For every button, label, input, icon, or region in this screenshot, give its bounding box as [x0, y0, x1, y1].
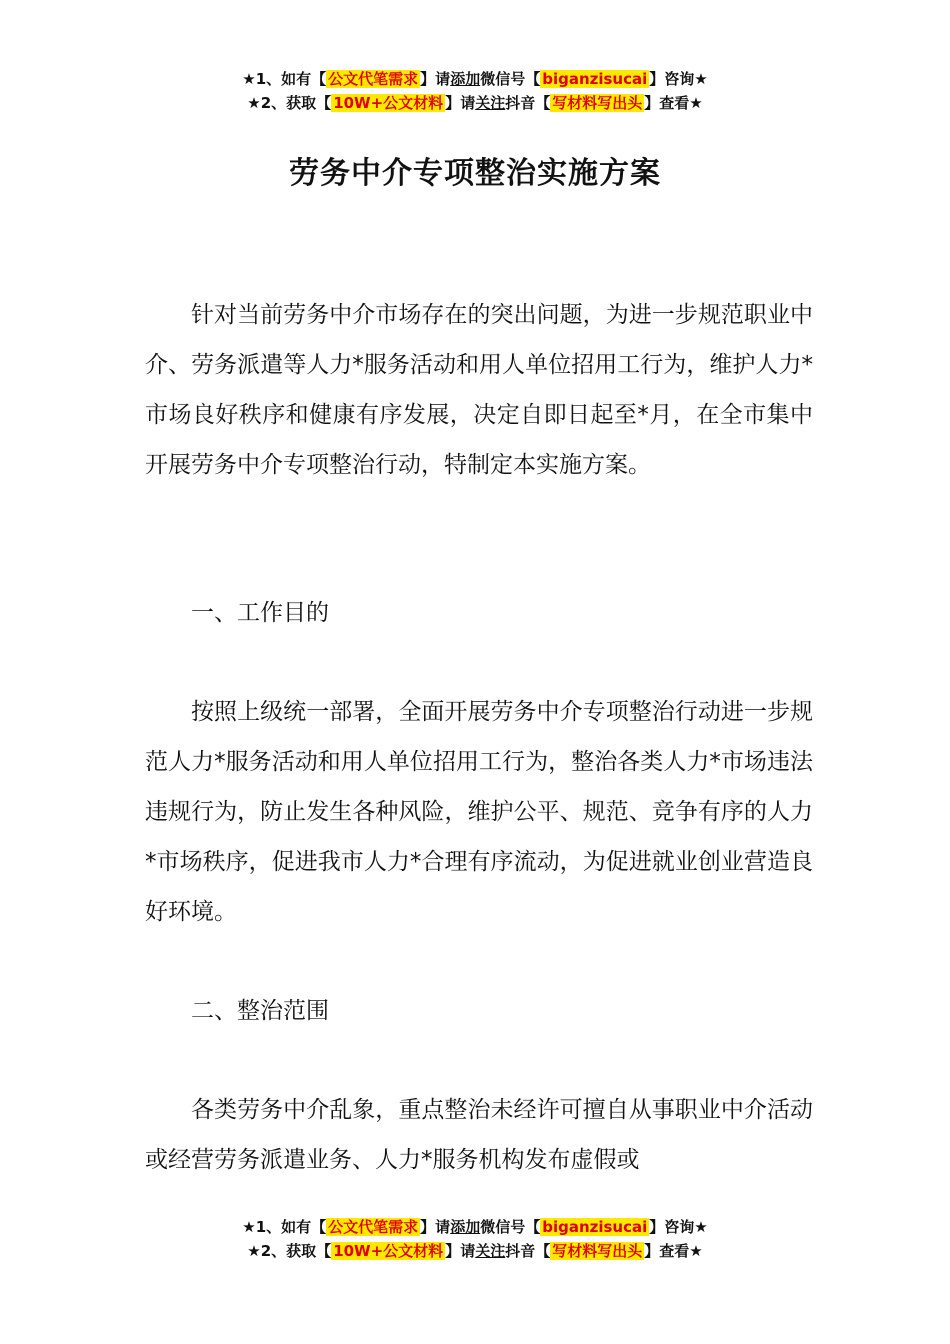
promo-text: 微信号【 [480, 1218, 541, 1236]
promo-highlight: 写材料写出头 [552, 94, 643, 112]
promo-text: 】请 [420, 70, 451, 88]
promo-text: 抖音【 [505, 1242, 551, 1260]
promo-text: ★1、如有【 [242, 70, 327, 88]
promo-text: 】查看★ [644, 1242, 703, 1260]
promo-highlight: 10W+公文材料 [333, 94, 444, 112]
promo-highlight: biganzisucai [542, 70, 648, 88]
intro-paragraph: 针对当前劳务中介市场存在的突出问题，为进一步规范职业中介、劳务派遣等人力*服务活动和用人单位招用工行为，维护人力*市场良好秩序和健康有序发展，决定自即日起至*月，在全市集中开展劳务中介专项整治行动，特制定本实施方案。 [145, 302, 813, 478]
promo-text: ★2、获取【 [247, 94, 332, 112]
promo-highlight: 公文代笔需求 [328, 1218, 419, 1236]
promo-line-1 [0, 1215, 950, 1239]
promo-underline: 关注 [475, 1242, 506, 1260]
promo-header [0, 67, 950, 115]
promo-underline: 添加 [450, 1218, 481, 1236]
section-2-paragraph: 各类劳务中介乱象，重点整治未经许可擅自从事职业中介活动或经营劳务派遣业务、人力*服务机构发布虚假或 [145, 1097, 813, 1173]
promo-line-2 [0, 91, 950, 115]
promo-underline: 关注 [475, 94, 506, 112]
promo-text: 】咨询★ [649, 70, 708, 88]
promo-text: 】请 [445, 94, 476, 112]
promo-text: 抖音【 [505, 94, 551, 112]
promo-text: ★2、获取【 [247, 1242, 332, 1260]
promo-text: 】请 [445, 1242, 476, 1260]
promo-text: 】咨询★ [649, 1218, 708, 1236]
promo-footer [0, 1215, 950, 1263]
promo-text: 】查看★ [644, 94, 703, 112]
promo-highlight: biganzisucai [542, 1218, 648, 1236]
promo-text: ★1、如有【 [242, 1218, 327, 1236]
promo-line-2 [0, 1239, 950, 1263]
promo-line-1 [0, 67, 950, 91]
promo-text: 微信号【 [480, 70, 541, 88]
promo-text: 】请 [420, 1218, 451, 1236]
section-2-heading: 二、整治范围 [191, 998, 329, 1024]
section-1-heading: 一、工作目的 [191, 600, 329, 626]
promo-underline: 添加 [450, 70, 481, 88]
promo-highlight: 写材料写出头 [552, 1242, 643, 1260]
document-title: 劳务中介专项整治实施方案 [289, 156, 661, 191]
promo-highlight: 10W+公文材料 [333, 1242, 444, 1260]
section-1-paragraph: 按照上级统一部署，全面开展劳务中介专项整治行动进一步规范人力*服务活动和用人单位招用工行为，整治各类人力*市场违法违规行为，防止发生各种风险，维护公平、规范、竞争有序的人力*市场秩序，促进我市人力*合理有序流动，为促进就业创业营造良好环境。 [145, 699, 813, 925]
promo-highlight: 公文代笔需求 [328, 70, 419, 88]
